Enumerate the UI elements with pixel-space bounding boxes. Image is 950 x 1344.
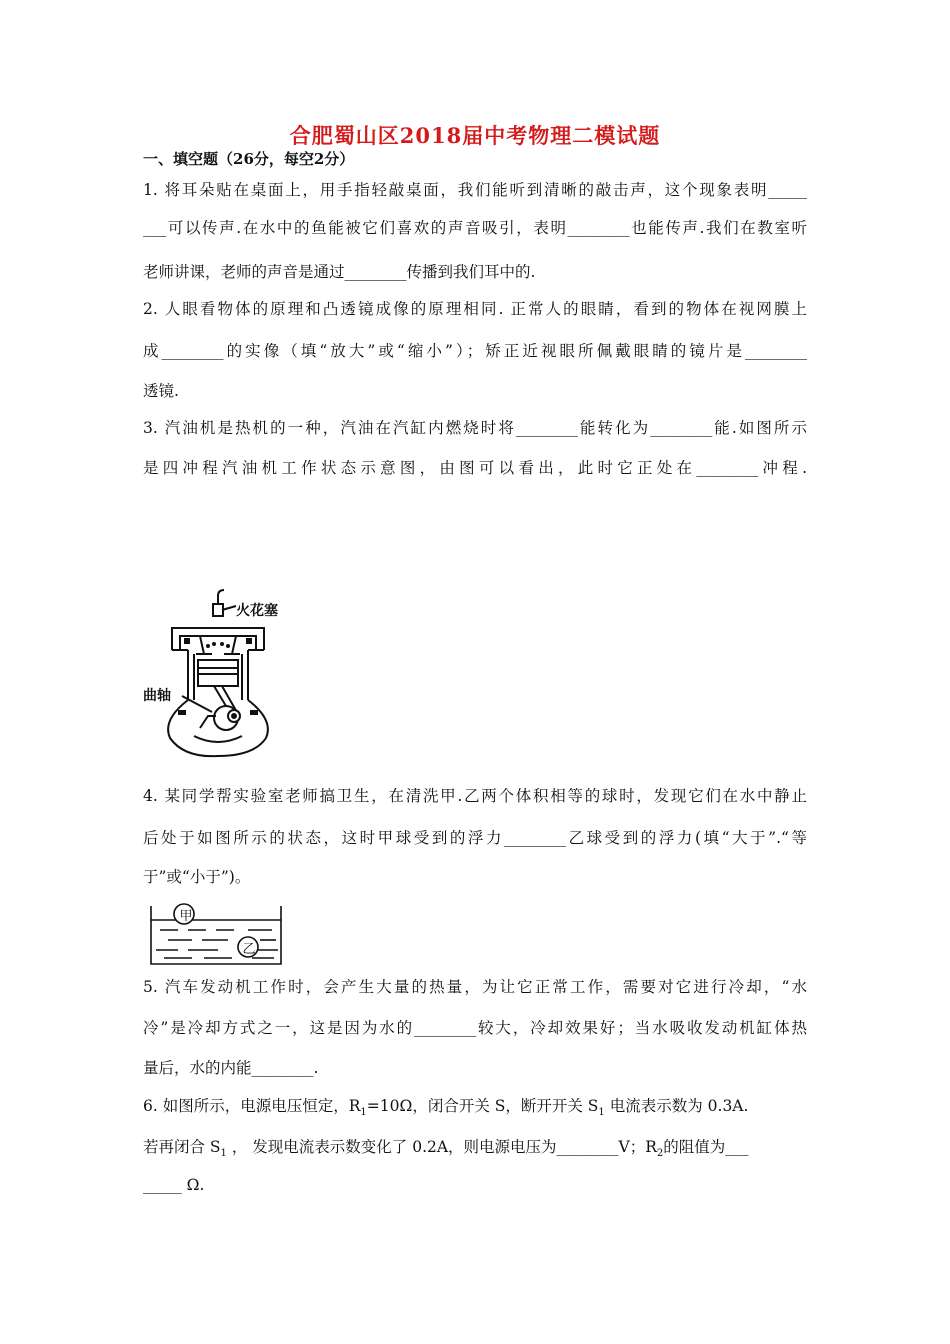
- q6-s1-subscript: 1: [598, 1107, 605, 1119]
- q3-line1: 3. 汽油机是热机的一种，汽油在汽缸内燃烧时将________能转化为________能.如图所示: [143, 419, 807, 437]
- q1-line2: ___可以传声.在水中的鱼能被它们喜欢的声音吸引，表明________也能传声.我们在教室听: [143, 219, 807, 237]
- q6-line2: [143, 1135, 749, 1159]
- q5-line1: 5. 汽车发动机工作时，会产生大量的热量，为让它正常工作，需要对它进行冷却，“水: [143, 978, 807, 996]
- section-heading: 一、填空题（26分，每空2分）: [143, 150, 355, 168]
- q1-line3: 老师讲课，老师的声音是通过________传播到我们耳中的.: [143, 263, 536, 281]
- q6-line2-part-a: 若再闭合 S: [143, 1138, 221, 1156]
- ball-a-label: 甲: [179, 909, 193, 924]
- q6-line2-part-c: 的阻值为___: [663, 1138, 749, 1156]
- q5-line2: 冷”是冷却方式之一，这是因为水的________较大，冷却效果好；当水吸收发动机缸体热: [143, 1019, 807, 1037]
- q6-s1-subscript-2: 1: [220, 1148, 227, 1160]
- q6-line1-part-c: 电流表示数为 0.3A.: [604, 1097, 749, 1115]
- q1-line1: 1. 将耳朵贴在桌面上，用手指轻敲桌面，我们能听到清晰的敲击声，这个现象表明_____: [143, 181, 807, 199]
- q3-line2: 是四冲程汽油机工作状态示意图，由图可以看出，此时它正处在________冲程.: [143, 459, 807, 477]
- q6-line1-part-b: =10Ω，闭合开关 S，断开开关 S: [366, 1097, 599, 1115]
- q6-r1-subscript: 1: [360, 1107, 367, 1119]
- q6-line1-part-a: 6. 如图所示，电源电压恒定，R: [143, 1097, 361, 1115]
- q5-line3: 量后，水的内能________.: [143, 1059, 319, 1077]
- water-container-diagram: [148, 902, 284, 968]
- q6-r2-subscript: 2: [656, 1148, 664, 1160]
- q2-line1: 2. 人眼看物体的原理和凸透镜成像的原理相同. 正常人的眼睛，看到的物体在视网膜上: [143, 300, 807, 318]
- q4-line3: 于”或“小于”)。: [143, 868, 251, 886]
- q4-line1: 4. 某同学帮实验室老师搞卫生，在清洗甲.乙两个体积相等的球时，发现它们在水中静止: [143, 787, 807, 805]
- ball-b-label: 乙: [242, 942, 256, 957]
- q4-line2: 后处于如图所示的状态，这时甲球受到的浮力________乙球受到的浮力(填“大于”.“等: [143, 829, 807, 847]
- page-title: 合肥蜀山区2018届中考物理二模试题: [289, 123, 661, 148]
- q2-line3: 透镜.: [143, 382, 179, 400]
- spark-plug-label: 火花塞: [236, 603, 278, 619]
- q6-line2-part-b: ， 发现电流表示数变化了 0.2A，则电源电压为________V；R: [226, 1138, 657, 1156]
- crankshaft-label: 曲轴: [143, 688, 171, 704]
- q2-line2: 成________的实像（填“放大”或“缩小”）；矫正近视眼所佩戴眼睛的镜片是________: [143, 342, 807, 360]
- q6-line1: [143, 1094, 748, 1118]
- q6-line3: _____ Ω.: [143, 1176, 205, 1194]
- water-container-drawing: [148, 902, 284, 968]
